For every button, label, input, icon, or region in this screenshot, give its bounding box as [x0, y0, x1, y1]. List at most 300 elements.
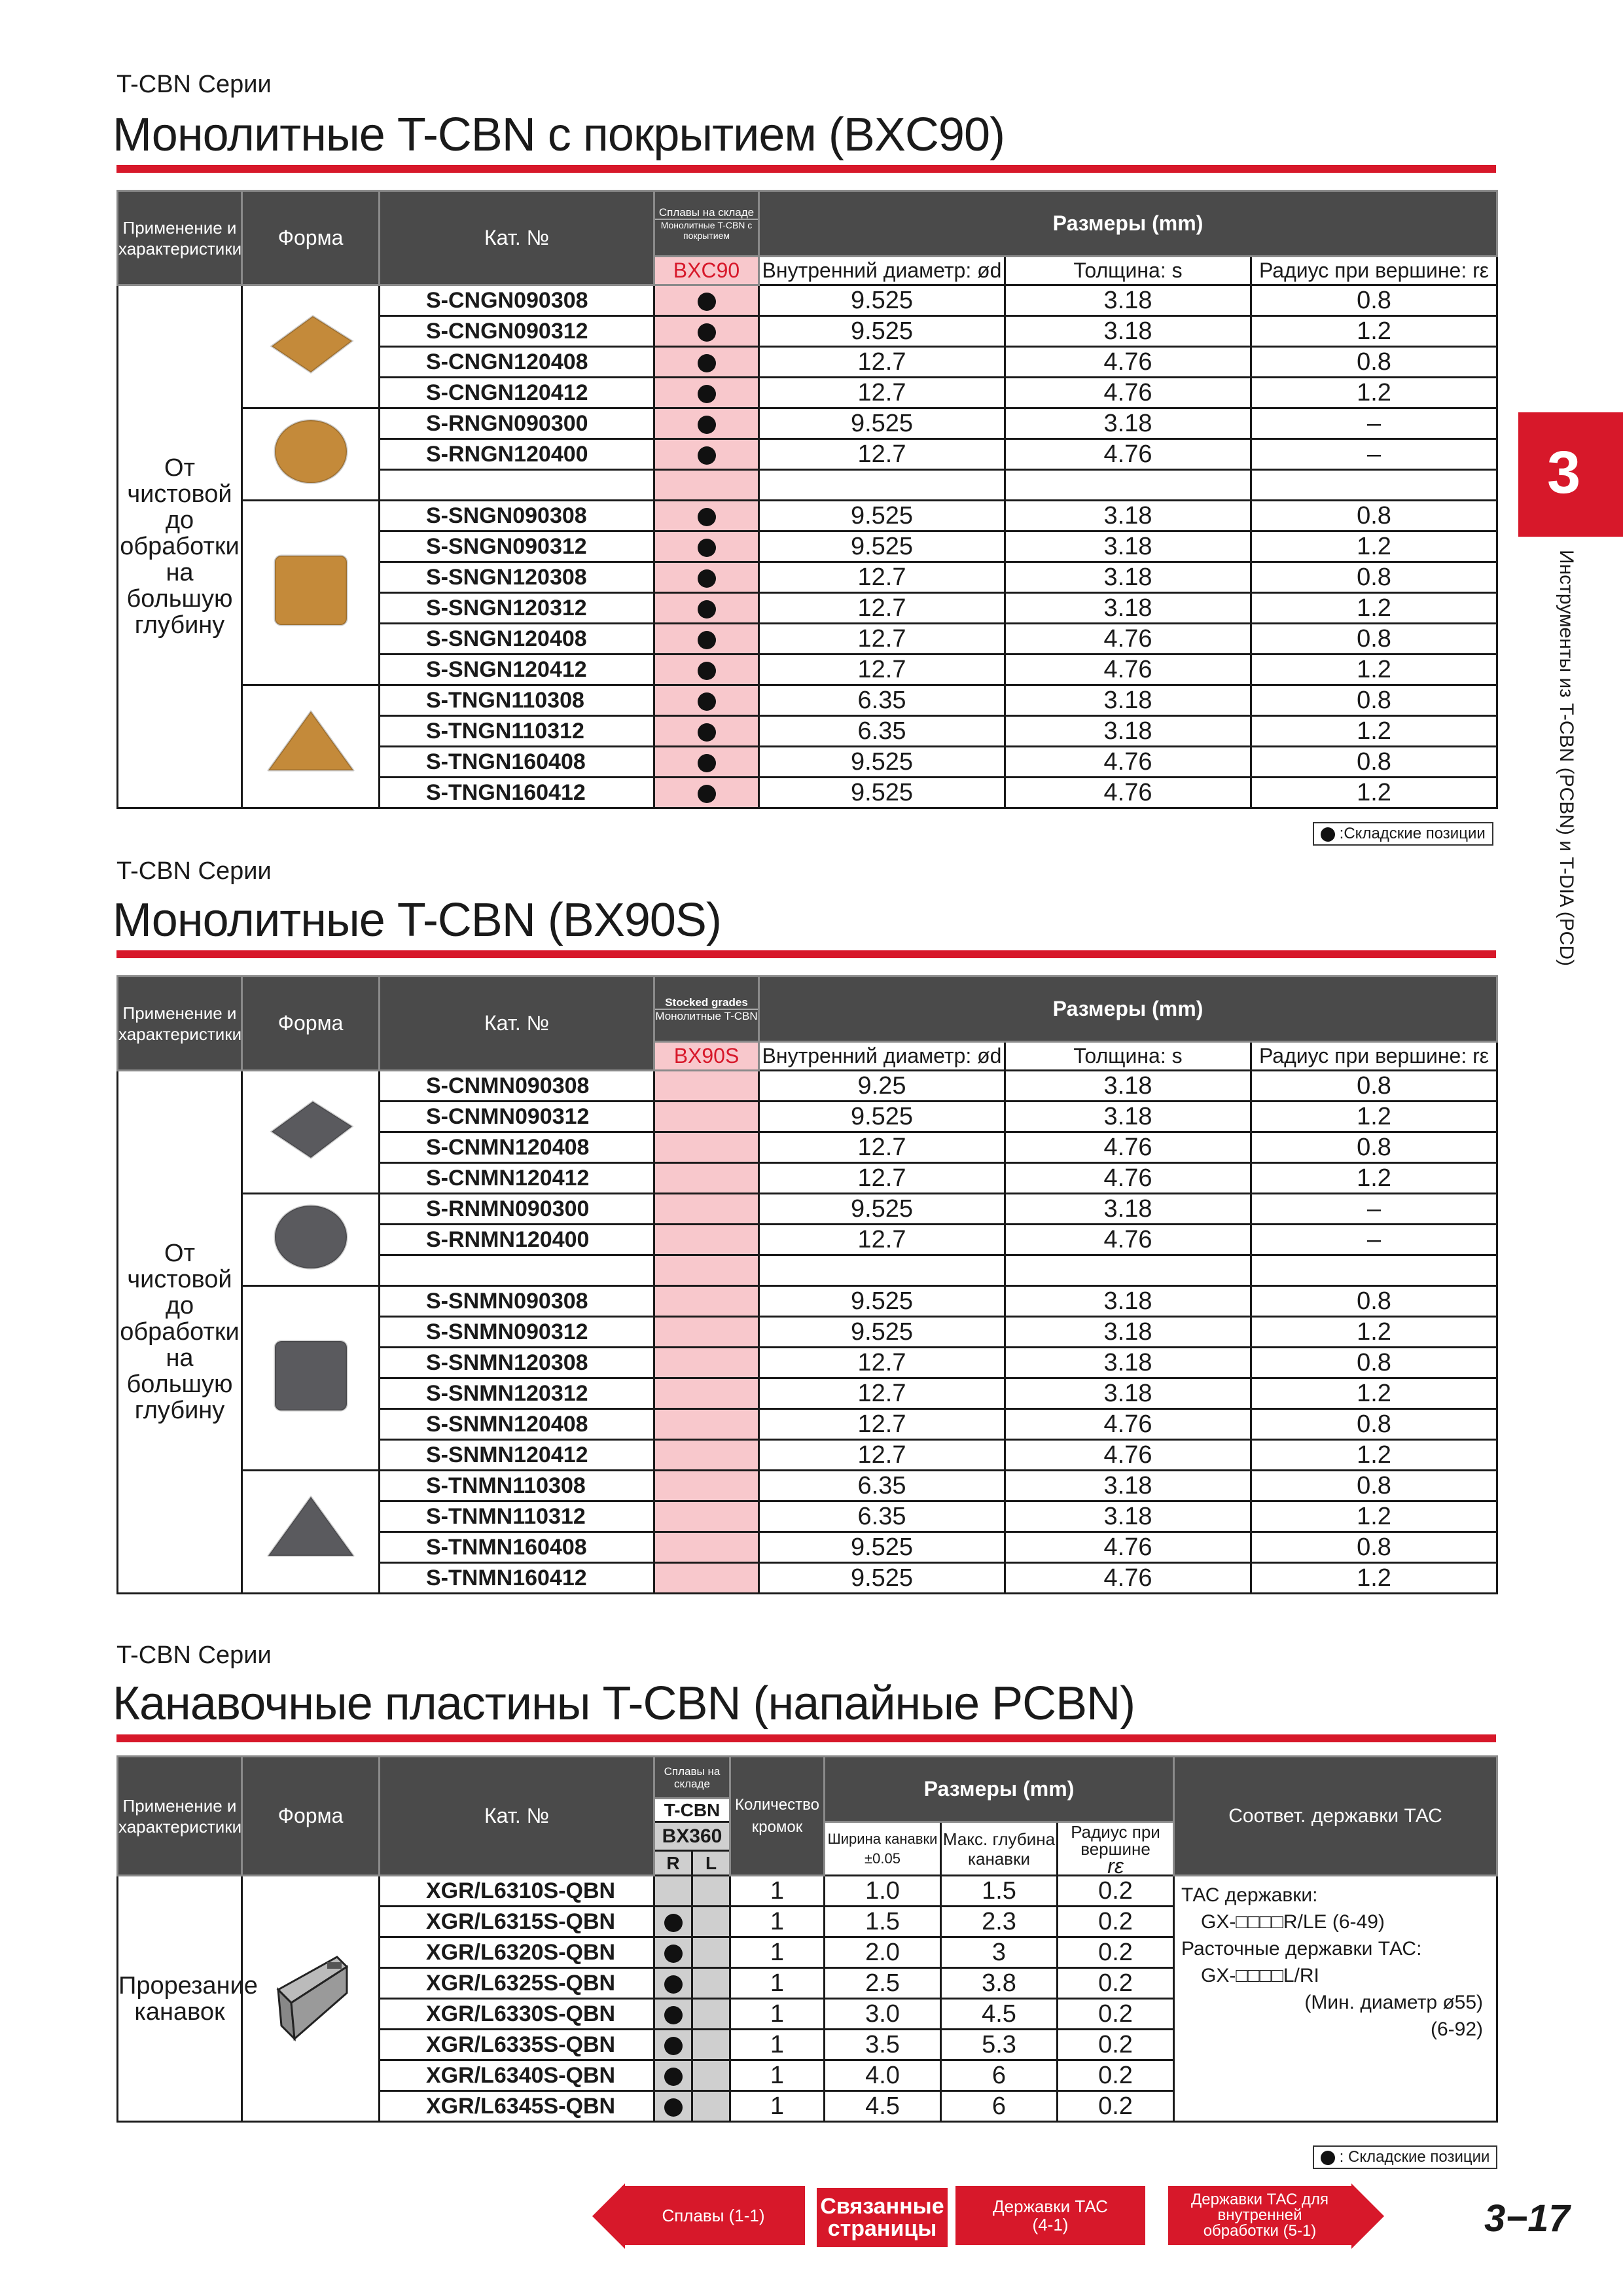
catalog-number: XGR/L6335S-QBN [380, 2030, 654, 2060]
thickness-value: 3.18 [1005, 1348, 1251, 1378]
table-row [118, 285, 1497, 316]
radius-value: 1.2 [1251, 778, 1497, 808]
stock-cell [654, 624, 759, 655]
inner-diameter-value: 12.7 [759, 655, 1005, 685]
stock-dot-icon [698, 631, 716, 649]
stock-dot-icon [664, 2037, 683, 2055]
depth-value: 5.3 [941, 2030, 1058, 2060]
radius-value: 0.2 [1058, 2030, 1174, 2060]
insert-s-shape-icon [262, 548, 360, 633]
stock-r-cell [654, 1999, 692, 2030]
catalog-number: XGR/L6310S-QBN [380, 1876, 654, 1907]
radius-value: 0.8 [1251, 562, 1497, 593]
stock-r-cell [654, 1907, 692, 1937]
stock-r-cell [654, 1937, 692, 1968]
catalog-number: XGR/L6315S-QBN [380, 1907, 654, 1937]
radius-value: 1.2 [1251, 716, 1497, 747]
catalog-number: S-TNMN110312 [380, 1501, 654, 1532]
inner-diameter-value: 12.7 [759, 378, 1005, 408]
radius-value: 0.2 [1058, 2091, 1174, 2122]
radius-value: 1.2 [1251, 1163, 1497, 1194]
stock-top-text: Сплавы на складе [664, 1765, 721, 1790]
holders-header: Соответ. державки ТАС [1174, 1757, 1497, 1876]
thickness-value: 4.76 [1005, 1440, 1251, 1471]
inner-diameter-value: 9.525 [759, 747, 1005, 778]
edges-value: 1 [730, 1968, 825, 1999]
radius-value: 0.8 [1251, 1409, 1497, 1440]
inner-diameter-value: 9.525 [759, 1563, 1005, 1594]
nav-grades[interactable] [622, 2186, 805, 2245]
insert-t-shape-icon [262, 1487, 360, 1572]
radius-value: 1.2 [1251, 316, 1497, 347]
width-label: Ширина канавки [827, 1830, 938, 1847]
width-header [825, 1822, 941, 1876]
section3-rule [116, 1734, 1496, 1742]
insert-shape-cell [242, 1194, 380, 1286]
inner-diameter-value: 12.7 [759, 624, 1005, 655]
section3-title: Канавочные пластины T-CBN (напайные PCBN) [113, 1677, 1135, 1730]
edges-header: Количество кромок [730, 1757, 825, 1876]
col-app-header: Применение и характеристики [118, 1757, 242, 1876]
radius-value: – [1251, 408, 1497, 439]
catalog-number: S-TNMN160408 [380, 1532, 654, 1563]
section2-rule [116, 950, 1496, 958]
depth-value: 6 [941, 2060, 1058, 2091]
thickness-value [1005, 470, 1251, 501]
col-shape-header: Форма [242, 1757, 380, 1876]
section1-table [116, 190, 1498, 809]
stock-sub-label: Монолитные T-CBN [655, 1009, 758, 1022]
depth-header: Макс. глубина канавки [941, 1822, 1058, 1876]
stock-dot-icon [698, 754, 716, 772]
edges-value: 1 [730, 1876, 825, 1907]
stock-dot-icon [698, 508, 716, 526]
stock-dot-icon [698, 539, 716, 557]
radius-value: 0.8 [1251, 1132, 1497, 1163]
insert-shape-cell [242, 1071, 380, 1194]
stock-dot-icon [698, 293, 716, 311]
chapter-vertical-title: Инструменты из T-CBN (PCBN) и T-DIA (PCD) [1556, 550, 1577, 967]
inner-diameter-value: 9.525 [759, 408, 1005, 439]
section1-legend [1313, 822, 1493, 846]
catalog-number: XGR/L6320S-QBN [380, 1937, 654, 1968]
stock-dot-icon [698, 323, 716, 342]
radius-label: Радиус при вершине [1071, 1821, 1160, 1859]
col-cat-header: Кат. № [380, 1757, 654, 1876]
stock-l-cell [692, 1937, 730, 1968]
catalog-number: S-SNGN090312 [380, 531, 654, 562]
grade-label: BX360 [654, 1822, 730, 1851]
insert-shape-cell [242, 1286, 380, 1471]
stock-dot-icon [698, 785, 716, 803]
catalog-number: XGR/L6325S-QBN [380, 1968, 654, 1999]
catalog-number: S-CNMN120412 [380, 1163, 654, 1194]
width-value: 3.0 [825, 1999, 941, 2030]
radius-value: 0.8 [1251, 624, 1497, 655]
radius-value: 0.8 [1251, 1471, 1497, 1501]
stock-dot-icon [698, 600, 716, 619]
catalog-number: S-CNGN120408 [380, 347, 654, 378]
insert-shape-cell [242, 685, 380, 808]
catalog-number: S-RNGN090300 [380, 408, 654, 439]
section3-legend [1313, 2145, 1497, 2169]
grade-group-label: T-CBN [654, 1799, 730, 1822]
stock-dot-icon [1321, 827, 1335, 842]
stock-cell [654, 1102, 759, 1132]
stock-cell [654, 1348, 759, 1378]
table-row [118, 1876, 1497, 1907]
stock-cell [654, 716, 759, 747]
inner-diameter-value: 6.35 [759, 1501, 1005, 1532]
radius-value: 0.8 [1251, 347, 1497, 378]
inner-d-header: Внутренний диаметр: ød [759, 257, 1005, 285]
table-row [118, 1071, 1497, 1102]
insert-shape-cell [242, 1876, 380, 2122]
stock-top-label [654, 1757, 730, 1799]
thickness-value: 4.76 [1005, 1132, 1251, 1163]
catalog-number: S-TNMN110308 [380, 1471, 654, 1501]
holder-line: (6-92) [1431, 2018, 1484, 2040]
thickness-value: 3.18 [1005, 285, 1251, 316]
application-text: От чистовой до обработки на большую глубину [120, 1240, 240, 1424]
inner-diameter-value: 9.25 [759, 1071, 1005, 1102]
radius-value: 0.8 [1251, 747, 1497, 778]
stock-cell [654, 1317, 759, 1348]
nav-internal-holders-label: Державки ТАС для внутренней обработки (5-1) [1190, 2191, 1329, 2240]
thickness-value: 4.76 [1005, 1532, 1251, 1563]
width-value: 2.5 [825, 1968, 941, 1999]
thickness-value: 4.76 [1005, 347, 1251, 378]
catalog-number: S-SNMN120312 [380, 1378, 654, 1409]
radius-header [1058, 1822, 1174, 1876]
catalog-number: S-CNMN090308 [380, 1071, 654, 1102]
insert-t-shape-icon [262, 702, 360, 787]
stock-cell [654, 778, 759, 808]
dims-header: Размеры (mm) [759, 191, 1497, 257]
insert-shape-cell [242, 1471, 380, 1594]
inner-diameter-value: 9.525 [759, 1317, 1005, 1348]
inner-diameter-value: 12.7 [759, 1132, 1005, 1163]
stock-l-cell [692, 1999, 730, 2030]
dims-header: Размеры (mm) [759, 977, 1497, 1042]
radius-value: 0.8 [1251, 1286, 1497, 1317]
table-row [118, 1471, 1497, 1501]
radius-value: 1.2 [1251, 1501, 1497, 1532]
catalog-number: S-RNMN090300 [380, 1194, 654, 1225]
catalog-number: S-SNGN120408 [380, 624, 654, 655]
inner-diameter-value: 12.7 [759, 1378, 1005, 1409]
catalog-number: S-SNMN090312 [380, 1317, 654, 1348]
table-row [118, 685, 1497, 716]
inner-diameter-value: 9.525 [759, 285, 1005, 316]
stock-l-cell [692, 1876, 730, 1907]
stock-dot-icon [664, 1914, 683, 1932]
inner-diameter-value: 9.525 [759, 316, 1005, 347]
catalog-number: XGR/L6330S-QBN [380, 1999, 654, 2030]
inner-diameter-value: 9.525 [759, 1194, 1005, 1225]
radius-value: 1.2 [1251, 593, 1497, 624]
inner-diameter-value: 12.7 [759, 347, 1005, 378]
edges-value: 1 [730, 2030, 825, 2060]
nav-related[interactable] [815, 2186, 950, 2249]
depth-value: 1.5 [941, 1876, 1058, 1907]
thickness-value: 4.76 [1005, 624, 1251, 655]
radius-value: 1.2 [1251, 655, 1497, 685]
section1-title: Монолитные T-CBN с покрытием (BXC90) [113, 109, 1005, 161]
radius-value: – [1251, 1225, 1497, 1255]
stock-cell [654, 1440, 759, 1471]
stock-dot-icon [664, 1945, 683, 1963]
thickness-value: 4.76 [1005, 655, 1251, 685]
holder-line: GX-□□□□L/RI [1201, 1965, 1319, 1986]
inner-diameter-value: 12.7 [759, 1163, 1005, 1194]
stock-l-cell [692, 1907, 730, 1937]
radius-value: 1.2 [1251, 531, 1497, 562]
section2-title: Монолитные T-CBN (BX90S) [113, 894, 721, 946]
edges-value: 1 [730, 1937, 825, 1968]
stock-l-cell [692, 1968, 730, 1999]
col-cat-header: Кат. № [380, 977, 654, 1071]
stock-cell [654, 562, 759, 593]
catalog-number: XGR/L6345S-QBN [380, 2091, 654, 2122]
inner-diameter-value: 12.7 [759, 439, 1005, 470]
page-number: 3−17 [1484, 2197, 1570, 2240]
catalog-number: S-SNMN120308 [380, 1348, 654, 1378]
stock-dot-icon [1321, 2151, 1335, 2165]
holder-line: (Мин. диаметр ø55) [1304, 1992, 1484, 2013]
catalog-number: S-SNMN090308 [380, 1286, 654, 1317]
section3-series: T-CBN Серии [116, 1641, 272, 1669]
stock-dot-icon [698, 354, 716, 372]
application-text: Прорезание канавок [118, 1971, 258, 2026]
depth-value: 3.8 [941, 1968, 1058, 1999]
radius-value: 0.8 [1251, 501, 1497, 531]
stock-r-cell [654, 1968, 692, 1999]
legend-text: : Складские позиции [1339, 2148, 1490, 2166]
radius-value: 1.2 [1251, 1378, 1497, 1409]
catalog-number: S-SNGN120308 [380, 562, 654, 593]
chapter-tab [1518, 412, 1623, 537]
inner-d-header: Внутренний диаметр: ød [759, 1042, 1005, 1071]
table-row [118, 501, 1497, 531]
application-text: От чистовой до обработки на большую глубину [120, 454, 240, 639]
holder-line: GX-□□□□R/LE (6-49) [1201, 1911, 1385, 1933]
thickness-value: 4.76 [1005, 1163, 1251, 1194]
width-value: 3.5 [825, 2030, 941, 2060]
chapter-number: 3 [1547, 439, 1581, 506]
catalog-number: XGR/L6340S-QBN [380, 2060, 654, 2091]
insert-r-shape-icon [262, 1194, 360, 1280]
stock-cell [654, 316, 759, 347]
stock-cell [654, 655, 759, 685]
inner-diameter-value: 6.35 [759, 716, 1005, 747]
stock-cell [654, 1225, 759, 1255]
section3-table [116, 1755, 1498, 2123]
stock-dot-icon [698, 692, 716, 711]
nav-grades-label: Сплавы (1-1) [662, 2206, 765, 2225]
width-value: 4.5 [825, 2091, 941, 2122]
radius-value: 1.2 [1251, 1563, 1497, 1594]
stock-top-label: Stocked grades [665, 996, 748, 1009]
stock-cell [654, 1132, 759, 1163]
inner-diameter-value: 9.525 [759, 1286, 1005, 1317]
stock-header [654, 191, 759, 257]
stock-cell [654, 593, 759, 624]
insert-shape-cell [242, 285, 380, 408]
thickness-value: 3.18 [1005, 316, 1251, 347]
thickness-value: 3.18 [1005, 501, 1251, 531]
radius-value: 0.2 [1058, 1907, 1174, 1937]
stock-dot-icon [698, 569, 716, 588]
stock-cell [654, 1471, 759, 1501]
stock-cell [654, 378, 759, 408]
table-row [118, 1286, 1497, 1317]
thickness-value: 4.76 [1005, 1225, 1251, 1255]
nav-tac-holders[interactable] [955, 2186, 1145, 2245]
thickness-value: 4.76 [1005, 378, 1251, 408]
stock-cell [654, 747, 759, 778]
radius-value: 1.2 [1251, 378, 1497, 408]
thickness-value: 4.76 [1005, 747, 1251, 778]
col-shape-header: Форма [242, 191, 380, 285]
radius-value: 0.8 [1251, 1071, 1497, 1102]
stock-cell [654, 501, 759, 531]
thickness-value: 3.18 [1005, 531, 1251, 562]
application-cell [118, 285, 242, 808]
stock-dot-icon [698, 446, 716, 465]
stock-dot-icon [664, 2098, 683, 2117]
insert-shape-cell [242, 501, 380, 685]
catalog-number: S-CNMN090312 [380, 1102, 654, 1132]
inner-diameter-value: 9.525 [759, 1532, 1005, 1563]
thickness-value: 3.18 [1005, 1071, 1251, 1102]
stock-cell [654, 439, 759, 470]
inner-diameter-value: 6.35 [759, 685, 1005, 716]
application-cell [118, 1071, 242, 1594]
radius-header: Радиус при вершине: rε [1251, 1042, 1497, 1071]
insert-s-shape-icon [262, 1333, 360, 1418]
inner-diameter-value: 12.7 [759, 1225, 1005, 1255]
stock-r-cell [654, 2091, 692, 2122]
stock-cell [654, 1409, 759, 1440]
catalog-number: S-RNMN120400 [380, 1225, 654, 1255]
catalog-number: S-SNGN090308 [380, 501, 654, 531]
radius-value: 0.8 [1251, 285, 1497, 316]
thickness-value: 3.18 [1005, 716, 1251, 747]
stock-dot-icon [698, 385, 716, 403]
width-value: 1.0 [825, 1876, 941, 1907]
catalog-number: S-TNMN160412 [380, 1563, 654, 1594]
stock-cell [654, 1255, 759, 1286]
insert-c-shape-icon [262, 1087, 360, 1172]
edges-value: 1 [730, 1907, 825, 1937]
catalog-number: S-CNGN090312 [380, 316, 654, 347]
catalog-number: S-CNMN120408 [380, 1132, 654, 1163]
thickness-value: 3.18 [1005, 1501, 1251, 1532]
nav-internal-holders[interactable] [1168, 2186, 1351, 2245]
stock-r-cell [654, 2030, 692, 2060]
catalog-number: S-SNGN120412 [380, 655, 654, 685]
col-shape-header: Форма [242, 977, 380, 1071]
thickness-value: 4.76 [1005, 1563, 1251, 1594]
catalog-number [380, 470, 654, 501]
insert-r-shape-icon [262, 409, 360, 494]
stock-r-cell [654, 1876, 692, 1907]
col-app-header: Применение и характеристики [118, 977, 242, 1071]
thickness-value [1005, 1255, 1251, 1286]
section2-series: T-CBN Серии [116, 857, 272, 885]
col-app-header: Применение и характеристики [118, 191, 242, 285]
inner-diameter-value: 9.525 [759, 531, 1005, 562]
stock-l-cell [692, 2060, 730, 2091]
thickness-value: 3.18 [1005, 408, 1251, 439]
insert-shape-cell [242, 408, 380, 501]
col-cat-header: Кат. № [380, 191, 654, 285]
thickness-value: 4.76 [1005, 439, 1251, 470]
catalog-number: S-TNGN160408 [380, 747, 654, 778]
thickness-value: 3.18 [1005, 1317, 1251, 1348]
stock-cell [654, 347, 759, 378]
width-value: 2.0 [825, 1937, 941, 1968]
holders-cell [1174, 1876, 1497, 2122]
radius-value: 0.8 [1251, 1532, 1497, 1563]
thickness-value: 4.76 [1005, 1409, 1251, 1440]
stock-cell [654, 1071, 759, 1102]
radius-symbol: rε [1107, 1854, 1124, 1878]
right-arrow-icon [1351, 2183, 1384, 2249]
legend-text: :Складские позиции [1339, 825, 1486, 842]
catalog-number: S-SNMN120408 [380, 1409, 654, 1440]
inner-diameter-value: 12.7 [759, 1348, 1005, 1378]
stock-cell [654, 1194, 759, 1225]
stock-l-cell [692, 2030, 730, 2060]
stock-dot-icon [698, 723, 716, 742]
inner-diameter-value: 6.35 [759, 1471, 1005, 1501]
application-cell [118, 1876, 258, 2122]
radius-value: 1.2 [1251, 1440, 1497, 1471]
catalog-number [380, 1255, 654, 1286]
stock-dot-icon [664, 1975, 683, 1994]
radius-header: Радиус при вершине: rε [1251, 257, 1497, 285]
catalog-number: S-CNGN090308 [380, 285, 654, 316]
thickness-header: Толщина: s [1005, 257, 1251, 285]
radius-value: 0.2 [1058, 1876, 1174, 1907]
holder-line: ТАС державки: [1181, 1884, 1318, 1906]
radius-value: 1.2 [1251, 1102, 1497, 1132]
stock-l-cell [692, 2091, 730, 2122]
stock-cell [654, 1501, 759, 1532]
stock-cell [654, 1532, 759, 1563]
section2-table [116, 975, 1498, 1594]
left-arrow-icon [592, 2183, 625, 2249]
radius-value: 0.8 [1251, 685, 1497, 716]
inner-diameter-value: 12.7 [759, 593, 1005, 624]
thickness-value: 4.76 [1005, 778, 1251, 808]
catalog-number: S-SNMN120412 [380, 1440, 654, 1471]
radius-value: – [1251, 1194, 1497, 1225]
radius-value: – [1251, 439, 1497, 470]
table-row [118, 408, 1497, 439]
stock-cell [654, 531, 759, 562]
stock-dot-icon [698, 662, 716, 680]
thickness-value: 3.18 [1005, 1471, 1251, 1501]
depth-value: 2.3 [941, 1907, 1058, 1937]
depth-value: 3 [941, 1937, 1058, 1968]
radius-value [1251, 1255, 1497, 1286]
stock-cell [654, 685, 759, 716]
stock-top-label: Сплавы на складе [658, 206, 755, 219]
radius-value: 0.2 [1058, 2060, 1174, 2091]
